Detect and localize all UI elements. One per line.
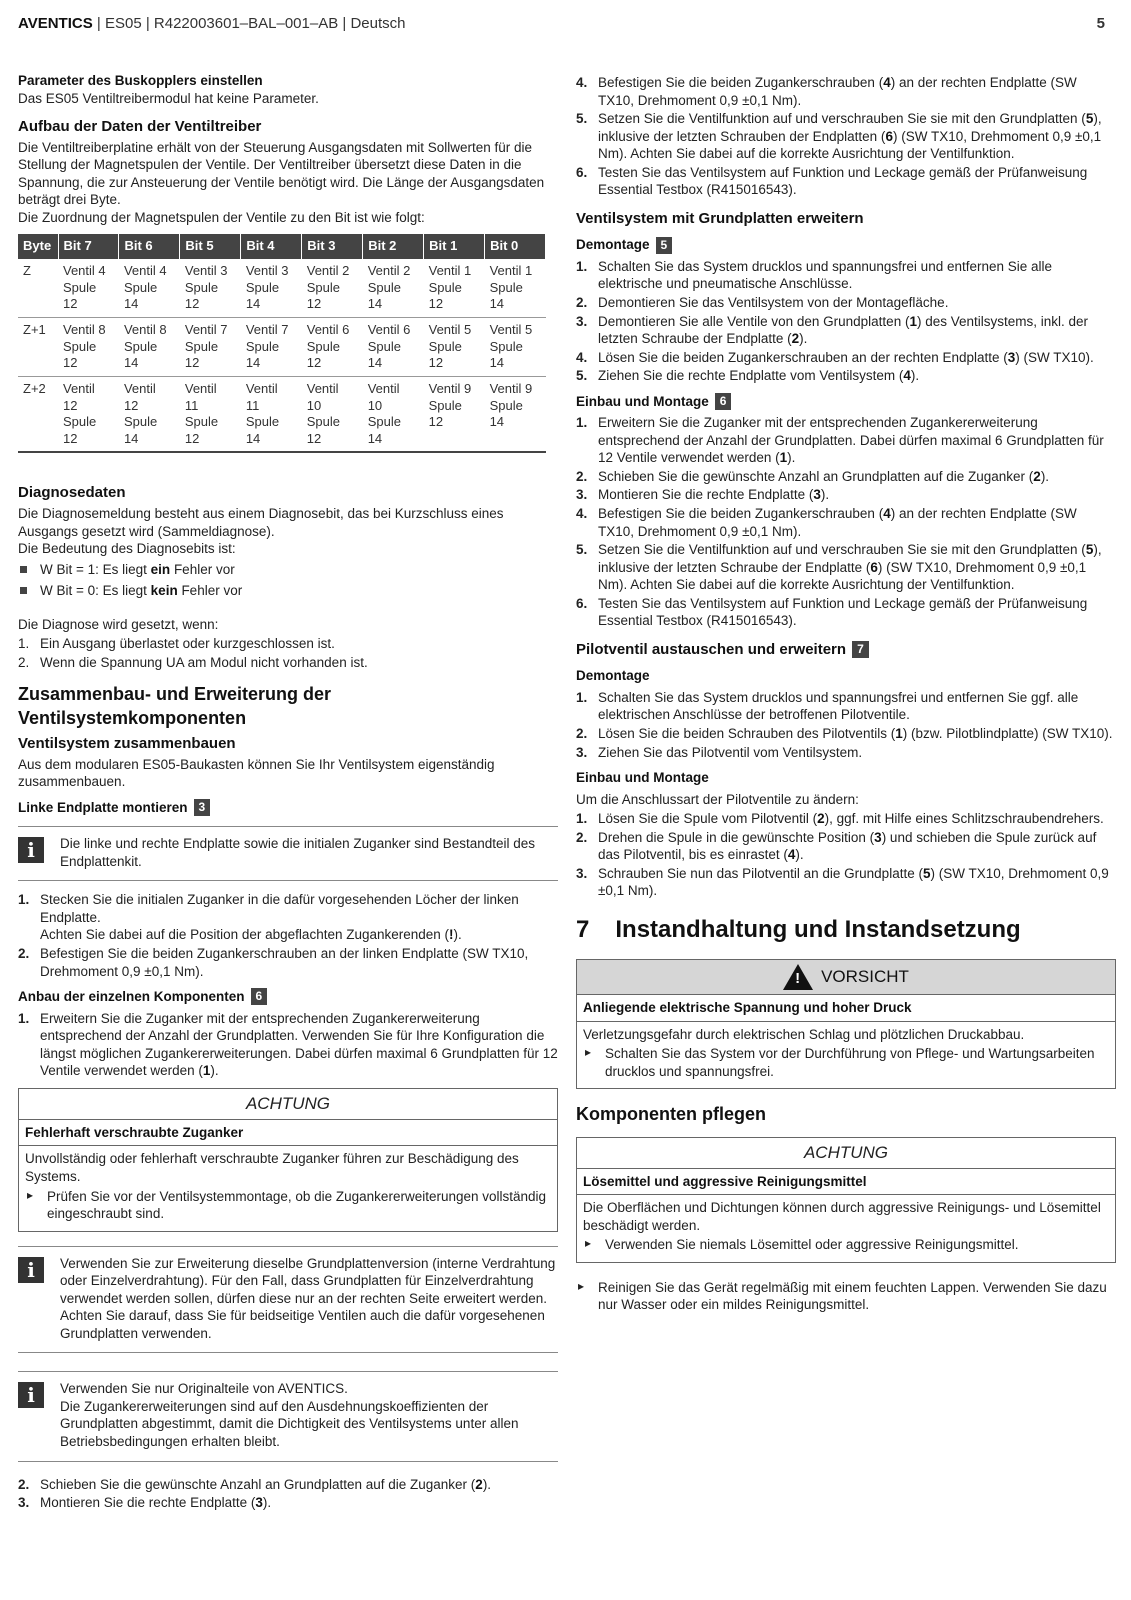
notice-title: ACHTUNG — [577, 1138, 1115, 1169]
figure-ref: 3 — [194, 799, 211, 816]
list-item: 2. Befestigen Sie die beiden Zugankerschrauben an der linken Endplatte (SW TX10, Drehmoment 0,9 ±0,1 Nm). — [18, 946, 529, 979]
notice-heading: Lösemittel und aggressive Reinigungsmittel — [577, 1169, 1115, 1196]
table-row — [18, 259, 546, 317]
table-header-row — [18, 234, 546, 259]
figure-ref: 5 — [656, 237, 673, 254]
heading-parameter: Parameter des Buskopplers einstellen — [18, 73, 263, 88]
list-item: 4. Befestigen Sie die beiden Zugankerschrauben (4) an der rechten Endplatte (SW TX10, Drehmoment 0,9 ±0,1 Nm). — [576, 75, 1077, 108]
table-row — [18, 376, 546, 452]
info-icon: i — [18, 837, 44, 863]
table-header: Byte — [18, 234, 58, 259]
info-text: Verwenden Sie zur Erweiterung dieselbe Grundplattenversion (interne Verdrahtung oder Einzelverdrahtung). Für den Fall, dass Grundplatten für Einzelverdrahtung verwendet werden sollen, dürfen diese nur an der rechten Seite erweitert werden. Achten Sie darauf, dass Sie für beidseitige Ventilen auch die dafür vorgesehenen Grundplatten verwenden. — [60, 1255, 556, 1341]
table-cell: Z+1 — [18, 318, 58, 377]
subheading-einbau: Einbau und Montage 6 — [576, 393, 1116, 411]
diag-cond-list — [18, 635, 558, 671]
list-item: 2. Schieben Sie die gewünschte Anzahl an Grundplatten auf die Zuganker (2). — [576, 468, 1050, 484]
table-cell: Ventil 2 Spule 14 — [363, 259, 424, 317]
demontage-steps — [576, 258, 1116, 385]
notice-title: ACHTUNG — [19, 1089, 557, 1120]
list-item: 5. Setzen Sie die Ventilfunktion auf und verschrauben Sie sie mit den Grundplatten (5), inklusive der letzten Schrauben der Endplatten (6) (SW TX10, Drehmoment 0,9 ±0,1 Nm). Achten Sie dabei auf die korrekte Ausrichtung der Ventilfunktion. — [576, 111, 1102, 162]
list-item: 4. Lösen Sie die beiden Zugankerschrauben an der rechten Endplatte (3) (SW TX10). — [576, 349, 1094, 365]
table-row — [18, 318, 546, 377]
figure-ref: 6 — [251, 988, 268, 1005]
heading-ventilsystem-zusammenbauen: Ventilsystem zusammenbauen — [18, 735, 236, 753]
list-item: 1. Schalten Sie das System drucklos und spannungsfrei und entfernen Sie alle elektrische und pneumatische Anschlüsse. — [576, 258, 1053, 292]
list-item: 4. Befestigen Sie die beiden Zugankerschrauben (4) an der rechten Endplatte (SW TX10, Drehmoment 0,9 ±0,1 Nm). — [576, 505, 1077, 539]
list-item: ▸ Reinigen Sie das Gerät regelmäßig mit einem feuchten Lappen. Verwenden Sie dazu nur Wasser oder ein mildes Reinigungsmittel. — [576, 1279, 1116, 1314]
list-item: 5. Setzen Sie die Ventilfunktion auf und verschrauben Sie sie mit den Grundplatten (5), inklusive der letzten Schraube der Endplatte (6) (SW TX10, Drehmoment 0,9 ±0,1 Nm). Achten Sie dabei auf die korrekte Ausrichtung der Ventilfunktion. — [576, 542, 1102, 593]
table-header: Bit 1 — [424, 234, 485, 259]
list-item: 2. Demontieren Sie das Ventilsystem von der Montagefläche. — [576, 294, 949, 310]
list-item: ▸ Schalten Sie das System vor der Durchführung von Pflege- und Wartungsarbeiten drucklos und spannungsfrei. — [583, 1045, 1109, 1080]
table-cell: Ventil 9 Spule 14 — [485, 376, 546, 452]
table-cell: Ventil 2 Spule 12 — [302, 259, 363, 317]
heading-pflegen: Komponenten pflegen — [576, 1104, 766, 1125]
table-cell: Ventil 12 Spule 14 — [119, 376, 180, 452]
notice-achtung-2 — [576, 1137, 1116, 1263]
list-item: 3. Ziehen Sie das Pilotventil vom Ventilsystem. — [576, 744, 863, 760]
heading-diagnose: Diagnosedaten — [18, 484, 126, 502]
list-item: 3. Schrauben Sie nun das Pilotventil an die Grundplatte (5) (SW TX10, Drehmoment 0,9 ±0,1 Nm). — [576, 865, 1109, 899]
list-item: 1. Schalten Sie das System drucklos und spannungsfrei und entfernen Sie ggf. alle elektrischen Anschlüsse der betroffenen Pilotventile. — [576, 689, 1079, 723]
table-cell: Ventil 10 Spule 14 — [363, 376, 424, 452]
subheading-anbau: Anbau der einzelnen Komponenten 6 — [18, 988, 558, 1006]
heading-aufbau: Aufbau der Daten der Ventiltreiber — [18, 118, 262, 136]
table-cell: Ventil 5 Spule 12 — [424, 318, 485, 377]
table-cell: Ventil 6 Spule 12 — [302, 318, 363, 377]
linke-steps — [18, 891, 558, 980]
table-cell: Ventil 1 Spule 12 — [424, 259, 485, 317]
pilot-demontage-steps — [576, 689, 1116, 761]
page-number: 5 — [1096, 15, 1105, 32]
right-column — [576, 72, 1116, 1316]
text-anschluss: Um die Anschlussart der Pilotventile zu ändern: — [576, 791, 859, 807]
text-parameter: Das ES05 Ventiltreibermodul hat keine Parameter. — [18, 90, 319, 106]
table-cell: Ventil 6 Spule 14 — [363, 318, 424, 377]
heading-erweitern: Ventilsystem mit Grundplatten erweitern — [576, 209, 864, 227]
table-header: Bit 3 — [302, 234, 363, 259]
diag-bullet-list — [18, 561, 558, 600]
brand-name: AVENTICS — [18, 15, 93, 32]
heading-pilotventil: Pilotventil austauschen und erweitern 7 — [576, 640, 1116, 660]
list-item: 3. Demontieren Sie alle Ventile von den Grundplatten (1) des Ventilsystems, inkl. der letzten Schraube der Endplatte (2). — [576, 313, 1089, 347]
chapter-number: 7 — [576, 915, 590, 943]
subheading-linke-endplatte: Linke Endplatte montieren 3 — [18, 799, 558, 817]
table-cell: Ventil 3 Spule 12 — [180, 259, 241, 317]
table-cell: Z+2 — [18, 376, 58, 452]
list-item: ▸ Prüfen Sie vor der Ventilsystemmontage, ob die Zugankererweiterungen vollständig eingeschraubt sind. — [25, 1188, 551, 1223]
info-text: Verwenden Sie nur Originalteile von AVENTICS. Die Zugankererweiterungen sind auf den Ausdehnungskoeffizienten der Grundplatten abgestimmt, damit die Dichtigkeit des Ventilsystems unter allen Betriebsbedingungen erhalten bleibt. — [60, 1381, 519, 1450]
notice-body: Die Oberflächen und Dichtungen können durch aggressive Reinigungs- und Lösemittel beschädigt werden. ▸ Verwenden Sie niemals Lösemittel oder aggressive Reinigungsmittel. — [577, 1195, 1115, 1262]
list-item: 2. Drehen die Spule in die gewünschte Position (3) und schieben die Spule zurück auf das Pilotventil, bis es einrastet (4). — [576, 829, 1097, 863]
table-header: Bit 7 — [58, 234, 119, 259]
anbau-steps-cont — [18, 1476, 558, 1512]
list-item: 2. Lösen Sie die beiden Schrauben des Pilotventils (1) (bzw. Pilotblindplatte) (SW TX10). — [576, 725, 1113, 741]
bit-table — [18, 234, 546, 453]
anbau-steps-right — [576, 74, 1116, 199]
info-icon: i — [18, 1382, 44, 1408]
table-cell: Ventil 11 Spule 14 — [241, 376, 302, 452]
table-cell: Ventil 11 Spule 12 — [180, 376, 241, 452]
chapter-heading — [576, 914, 1116, 945]
text-diag3: Die Diagnose wird gesetzt, wenn: — [18, 616, 219, 632]
subheading-einbau-pilot: Einbau und Montage — [576, 770, 709, 786]
notice-heading: Fehlerhaft verschraubte Zuganker — [19, 1120, 557, 1147]
text-diag2: Die Bedeutung des Diagnosebits ist: — [18, 541, 236, 557]
page-header — [18, 14, 1113, 36]
list-item: W Bit = 0: Es liegt kein Fehler vor — [18, 582, 558, 600]
info-icon: i — [18, 1257, 44, 1283]
table-cell: Ventil 4 Spule 14 — [119, 259, 180, 317]
table-cell: Ventil 3 Spule 14 — [241, 259, 302, 317]
pilot-einbau-steps — [576, 810, 1116, 900]
list-item: 2. Wenn die Spannung UA am Modul nicht vorhanden ist. — [18, 654, 368, 670]
subheading-demontage: Demontage 5 — [576, 236, 1116, 254]
table-cell: Ventil 5 Spule 14 — [485, 318, 546, 377]
text-diag1: Die Diagnosemeldung besteht aus einem Diagnosebit, das bei Kurzschluss eines Ausgangs gesetzt wird (Sammeldiagnose). — [18, 505, 504, 539]
text-zuordnung: Die Zuordnung der Magnetspulen der Ventile zu den Bit ist wie folgt: — [18, 209, 425, 225]
list-item: 1. Erweitern Sie die Zuganker mit der entsprechenden Zugankererweiterung entsprechend der Anzahl der Grundplatten. Verwenden Sie für Ihre Konfiguration die längst möglichen Zugankererweiterungen. Dabei dürfen maximal 6 Grundplatten für 12 Ventile verwendet werden (1). — [18, 1010, 558, 1079]
table-cell: Ventil 8 Spule 14 — [119, 318, 180, 377]
text-vzus: Aus dem modularen ES05-Baukasten können Sie Ihr Ventilsystem eigenständig zusammenbauen. — [18, 756, 495, 790]
warning-heading: Anliegende elektrische Spannung und hoher Druck — [577, 995, 1115, 1022]
list-item: 3. Montieren Sie die rechte Endplatte (3). — [18, 1495, 272, 1511]
list-item: 1. Stecken Sie die initialen Zuganker in die dafür vorgesehenden Löcher der linken Endplatte. Achten Sie dabei auf die Position der abgeflachten Zugankerenden (!). — [18, 892, 519, 943]
info-box — [18, 1371, 558, 1461]
figure-ref: 7 — [852, 641, 869, 658]
table-cell: Ventil 12 Spule 12 — [58, 376, 119, 452]
table-cell: Ventil 4 Spule 12 — [58, 259, 119, 317]
table-cell: Ventil 10 Spule 12 — [302, 376, 363, 452]
info-box — [18, 826, 558, 881]
list-item: 3. Montieren Sie die rechte Endplatte (3). — [576, 487, 830, 503]
figure-ref: 6 — [715, 393, 732, 410]
warning-triangle-icon: ! — [783, 964, 813, 990]
table-cell: Ventil 9 Spule 12 — [424, 376, 485, 452]
list-item: 1. Ein Ausgang überlastet oder kurzgeschlossen ist. — [18, 636, 335, 652]
info-box — [18, 1246, 558, 1354]
table-cell: Ventil 8 Spule 12 — [58, 318, 119, 377]
warning-title: ! VORSICHT — [577, 960, 1115, 995]
doc-id: | ES05 | R422003601–BAL–001–AB | Deutsch — [92, 15, 406, 32]
table-cell: Ventil 1 Spule 14 — [485, 259, 546, 317]
table-cell: Z — [18, 259, 58, 317]
list-item: 6. Testen Sie das Ventilsystem auf Funktion und Leckage gemäß der Prüfanweisung Essential Testbox (R415016543). — [576, 164, 1088, 198]
pflege-list — [576, 1279, 1116, 1314]
list-item: 6. Testen Sie das Ventilsystem auf Funktion und Leckage gemäß der Prüfanweisung Essential Testbox (R415016543). — [576, 595, 1088, 629]
table-header: Bit 5 — [180, 234, 241, 259]
warning-body: Verletzungsgefahr durch elektrischen Schlag und plötzlichen Druckabbau. ▸ Schalten Sie das System vor der Durchführung von Pflege- und Wartungsarbeiten drucklos und spannungsfrei. — [577, 1022, 1115, 1089]
subheading-demontage-pilot: Demontage — [576, 668, 650, 684]
text-aufbau: Die Ventiltreiberplatine erhält von der Steuerung Ausgangsdaten mit Sollwerten für die Stellung der Magnetspulen der Ventile. Der Ventiltreiber übersetzt diese Daten in die Spannung, die zur Ansteuerung der Ventile benötigt wird. Die Länge der Ausgangsdaten beträgt drei Byte. — [18, 139, 545, 208]
info-text: Die linke und rechte Endplatte sowie die initialen Zuganker sind Bestandteil des Endplattenkit. — [60, 836, 536, 869]
notice-achtung — [18, 1088, 558, 1232]
heading-zusammenbau: Zusammenbau- und Erweiterung der Ventilsystemkomponenten — [18, 684, 332, 728]
table-cell: Ventil 7 Spule 14 — [241, 318, 302, 377]
left-column — [18, 72, 558, 1514]
anbau-steps — [18, 1010, 558, 1080]
notice-body: Unvollständig oder fehlerhaft verschraubte Zuganker führen zur Beschädigung des Systems. ▸ Prüfen Sie vor der Ventilsystemmontage, ob die Zugankererweiterungen vollständig eingeschraubt sind. — [19, 1146, 557, 1230]
table-header: Bit 6 — [119, 234, 180, 259]
table-cell: Ventil 7 Spule 12 — [180, 318, 241, 377]
table-header: Bit 2 — [363, 234, 424, 259]
list-item: 1. Erweitern Sie die Zuganker mit der entsprechenden Zugankererweiterung entsprechend der Anzahl der Grundplatten. Dabei dürfen maximal 6 Grundplatten für 12 Ventile verwendet werden (1). — [576, 415, 1104, 466]
warning-vorsicht — [576, 959, 1116, 1089]
chapter-title: Instandhaltung und Instandsetzung — [615, 915, 1021, 943]
list-item: 5. Ziehen Sie die rechte Endplatte vom Ventilsystem (4). — [576, 368, 920, 384]
einbau-steps — [576, 414, 1116, 630]
list-item: W Bit = 1: Es liegt ein Fehler vor — [18, 561, 558, 579]
table-header: Bit 0 — [485, 234, 546, 259]
list-item: 1. Lösen Sie die Spule vom Pilotventil (2), ggf. mit Hilfe eines Schlitzschraubendrehers. — [576, 811, 1104, 827]
list-item: ▸ Verwenden Sie niemals Lösemittel oder aggressive Reinigungsmittel. — [583, 1236, 1109, 1254]
list-item: 2. Schieben Sie die gewünschte Anzahl an Grundplatten auf die Zuganker (2). — [18, 1476, 492, 1492]
table-header: Bit 4 — [241, 234, 302, 259]
